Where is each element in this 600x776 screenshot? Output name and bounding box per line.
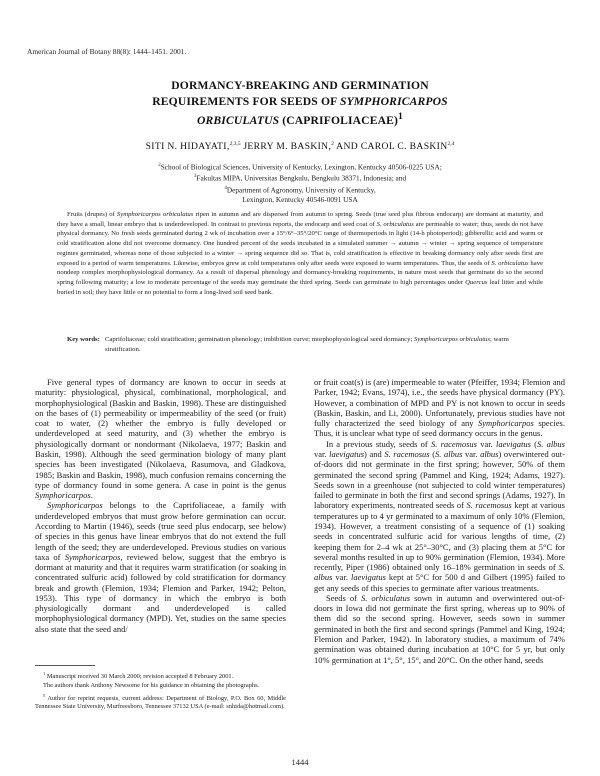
paragraph-text: sown in autumn and overwintered out-of-doors in Iowa did not germinate the first spring, whereas up to 90% of them did so the second spring. However, seeds sown in summer germinated in both the first and second springs (Pammel and King, 1924; Flemion and Parker, 1942). In laboratory studies, a maximum of 74% germination was obtained during incubation at 10°C for 5 yr, but only 10% germination at 1°, 5°, 15°, and 20°C. On the other hand, seeds bbox=[314, 592, 565, 665]
paragraph-text: species. Thus, it is unclear what type of seed dormancy occurs in the genus. bbox=[314, 418, 565, 439]
footnotes bbox=[35, 670, 286, 712]
paragraph-continued bbox=[314, 377, 565, 439]
paragraph-text: . bbox=[90, 490, 93, 501]
paragraph-text: , reviewed below, suggest that the embryo is dormant at maturity and that it requires warm stratification (or soaking in concentrated sulfuric acid) followed by cold stratification for dormancy break and growth (Flemion, 1934; Flemion and Parker, 1942; Pelton, 1953). This type of dormancy in which the embryo is both physiologically dormant and underdeveloped is called morphophysiological dormancy (MPD). Yet, studies on the same species also state that the seed and/ bbox=[35, 551, 286, 634]
footnote-acknowledgment: The authors thank Anthony Newsome for his guidance in obtaining the photographs. bbox=[43, 682, 260, 690]
paragraph-text: kept at various temperatures up to 4 yr germinated to a maximum of only 10% (Flemion, 1934). However, a treatment consisting of a sequence of (1) soaking seeds in concentrated sulfuric acid for various lengths of time, (2) keeping them for 2–4 wk at 25°–30°C, and (3) placing them at 5°C for several months resulted in up to 90% germination (Flemion, 1934). More recently, Piper (1986) obtained only 16–18% germination in seeds of bbox=[314, 500, 565, 573]
abstract-text: Fruits (drupes) of bbox=[67, 211, 117, 218]
abstract bbox=[57, 210, 543, 297]
paragraph bbox=[314, 593, 565, 665]
footnote-divider bbox=[35, 665, 95, 666]
paragraph-text: ) and bbox=[364, 448, 385, 459]
species-name: S. orbiculatus bbox=[360, 592, 411, 603]
affiliation-4 bbox=[60, 184, 540, 196]
paragraph bbox=[35, 377, 286, 500]
affiliation-4-mark: 4 bbox=[224, 185, 227, 191]
body-column-left bbox=[35, 377, 286, 634]
running-head: American Journal of Botany 88(8): 1444–1451. 2001. bbox=[27, 47, 187, 56]
affiliation-3-mark: 3 bbox=[193, 174, 197, 180]
genus-name: Symphoricarpos bbox=[478, 418, 534, 429]
paragraph-text: var. bbox=[476, 438, 496, 449]
footnote-1 bbox=[35, 670, 286, 681]
affiliations bbox=[60, 161, 540, 206]
paragraph-text: belongs to the Caprifoliaceae, a family with underdeveloped embryos that must grow before germination can occur. According to Martin (1946), seeds (true seed plus endocarp, see below) of species in this genus have linear embryos that do not extend the full length of the seed; they are underdeveloped. Previous studies on various taxa of bbox=[35, 500, 286, 562]
species-name: S. albus bbox=[536, 438, 565, 449]
author-1-affil: 2,3,5 bbox=[229, 140, 241, 147]
keywords-label: Key words: bbox=[67, 336, 100, 343]
keywords-species: Symphoricarpos orbiculatus bbox=[414, 336, 491, 343]
author-3-affil: 2,4 bbox=[447, 140, 455, 147]
genus-name: Symphoricarpos bbox=[64, 551, 121, 562]
footnote-5-text: Author for reprint requests, current address: Department of Biology, P.O. Box 60, Middle Tennessee State University, Murfreesboro, Tennessee 37132 USA (e-mail: snhida@hotmail.com). bbox=[35, 694, 286, 711]
title-footnote-mark: 1 bbox=[398, 111, 403, 123]
keywords-text-end: ; warm stratification. bbox=[105, 336, 509, 353]
footnote-5 bbox=[35, 692, 286, 712]
species-name: S. albus bbox=[314, 562, 565, 583]
variety-name: laevigatus bbox=[329, 448, 365, 459]
paragraph-text: Five general types of dormancy are known to occur in seeds at maturity: physiological, physical, combinational, morphological, and morphophysiological (Baskin and Baskin, 1998). These are distinguished on the bases of (1) permeability or impermeability of the seed (or fruit) coat to water, (2) whether the embryo is fully developed or underdeveloped at seed maturity, and (3) whether the embryo is physiologically dormant or nondormant (Nikolaeva, 1977; Baskin and Baskin, 1998). Although the seed germination biology of many plant species has been investigated (Nikolaeva, Rasumova, and Gladkova, 1985; Baskin and Baskin, 1998), much confusion remains concerning the type of dormancy found in some genera. A case in point is the genus bbox=[35, 377, 286, 490]
abstract-text: are permeable to water; thus, seeds do not have physical dormancy. No fresh seeds germinated during 2 wk of incubation over a 15°/6°–35°/20°C range of thermoperiods in light (14-h photoperiod); gibberellic acid and warm or cold stratification alone did not overcome dormancy. One hundred percent of the seeds incubated in a simulated summer → autumn → winter → spring sequence of temperature regimes germinated, whereas none of those subjected to a winter → spring sequence did so. That is, cold stratification is effective in breaking dormancy only after seeds first are exposed to a period of warm temperatures. Likewise, embryos grew at cold temperatures only after seeds were exposed to warm temperatures. Thus, the seeds of bbox=[57, 220, 543, 267]
article-title-line-3 bbox=[60, 109, 540, 128]
author-2-affil: 2 bbox=[331, 140, 334, 147]
author-2: JERRY M. BASKIN, bbox=[243, 140, 332, 152]
title-text: REQUIREMENTS FOR SEEDS OF bbox=[152, 94, 340, 108]
abstract-text: have nondeep complex morphophysiological dormancy. As a result of dispersal phenology and dormancy-breaking requirements, in nature most seeds that germinate do so the second spring following maturity; a low to moderate percentage of the seeds may germinate the third spring. Seeds can germinate to high percentages under bbox=[57, 259, 544, 286]
paragraph-text: var. bbox=[332, 572, 351, 583]
keywords-list bbox=[105, 335, 543, 354]
paragraph-text: or fruit coat(s) is (are) impermeable to water (Pfeiffer, 1934; Flemion and Parker, 1942; Evans, 1974), i.e., the seeds have physical dormancy (PY). However, a combination of MPD and PY is not known to occur in seeds (Baskin, Baskin, and Li, 2000). Unfortunately, previous studies have not fully characterized the seed biology of any bbox=[314, 377, 565, 429]
species-name: S. racemosus bbox=[431, 438, 477, 449]
affiliation-2-mark: 2 bbox=[158, 162, 161, 168]
abstract-text: leaf litter and while buried in soil; they have little or no potential to form a long-lived soil seed bank. bbox=[57, 278, 543, 296]
abstract-species: S. orbiculatus bbox=[376, 220, 414, 228]
author-conjunction: AND bbox=[336, 140, 359, 152]
author-3: CAROL C. BASKIN bbox=[360, 140, 448, 152]
paragraph-text: var. bbox=[462, 448, 481, 459]
abstract-species: S. orbiculatus bbox=[491, 259, 529, 267]
article-title-line-1: DORMANCY-BREAKING AND GERMINATION bbox=[171, 79, 429, 92]
abstract-species: Symphoricarpos orbiculatus bbox=[116, 211, 194, 218]
paragraph-text: kept at 5°C for 500 d and Gilbert (1995) failed to get any seeds of this species to germinate after various treatments. bbox=[314, 572, 565, 593]
variety-name: laevigatus bbox=[495, 438, 531, 449]
body-column-right bbox=[314, 377, 565, 665]
article-title-line-2 bbox=[60, 94, 540, 110]
footnote-1-mark: 1 bbox=[43, 671, 46, 676]
affiliation-4-text: Department of Agronomy, University of Kentucky, bbox=[226, 185, 376, 195]
species-name: S. racemosus bbox=[384, 448, 430, 459]
paragraph-text: Seeds of bbox=[326, 592, 361, 603]
abstract-text: ripen in autumn and are dispersed from autumn to spring. Seeds (true seed plus fibrous endocarp) are dormant at maturity, and they have a small, linear embryo that is underdeveloped. In contrast to previous reports, the endocarp and seed coat of bbox=[57, 211, 543, 228]
paragraph-text: var. bbox=[314, 448, 330, 459]
species-name: S. racemosus bbox=[466, 500, 512, 511]
footnote-5-mark: 5 bbox=[43, 692, 46, 698]
author-1: SITI N. HIDAYATI, bbox=[145, 140, 230, 152]
variety-name: albus bbox=[480, 448, 499, 459]
affiliation-3 bbox=[60, 172, 540, 184]
genus-name: Symphoricarpos bbox=[47, 500, 103, 511]
affiliation-2 bbox=[60, 161, 540, 173]
footnote-1-text: Manuscript received 30 March 2000; revision accepted 8 February 2001. bbox=[45, 673, 234, 681]
title-species: ORBICULATUS bbox=[197, 114, 280, 128]
affiliation-4-city: Lexington, Kentucky 40546-0091 USA bbox=[242, 195, 358, 205]
paragraph-text: ( bbox=[530, 438, 537, 449]
abstract-genus: Quercus bbox=[465, 278, 488, 286]
genus-name: Symphoricarpos bbox=[35, 490, 91, 501]
affiliation-3-text: Fakultas MIPA, Universitas Bengkulu, Bengkulu 38371, Indonesia; and bbox=[196, 173, 407, 183]
variety-name: laevigatus bbox=[350, 572, 386, 583]
paragraph-text: ( bbox=[429, 448, 436, 459]
paragraph-text: ) overwintered out-of-doors did not germinate in the first spring; however, 50% of them germinated the second spring (Pammel and King, 1924; Adams, 1927). Seeds sown in a greenhouse (not subjected to cold winter temperatures) failed to germinate in both the first and second springs (Adams, 1927). In laboratory experiments, nontreated seeds of bbox=[314, 448, 565, 511]
article-header bbox=[60, 78, 540, 205]
paragraph-text: In a previous study, seeds of bbox=[326, 438, 431, 449]
title-genus: SYMPHORICARPOS bbox=[339, 94, 448, 108]
paragraph bbox=[35, 500, 286, 634]
affiliation-2-text: School of Biological Sciences, University of Kentucky, Lexington, Kentucky 40506-0225 USA; bbox=[160, 162, 442, 172]
keywords bbox=[57, 335, 543, 354]
keywords-text: Caprifoliaceae; cold stratification; germination phenology; imbibition curve; morphophysiological seed dormancy; bbox=[105, 336, 415, 343]
paragraph bbox=[314, 439, 565, 593]
page-number: 1444 bbox=[291, 757, 309, 767]
species-name: S. albus bbox=[435, 448, 463, 459]
author-list bbox=[60, 141, 540, 152]
title-family: (CAPRIFOLIACEAE) bbox=[279, 114, 398, 128]
